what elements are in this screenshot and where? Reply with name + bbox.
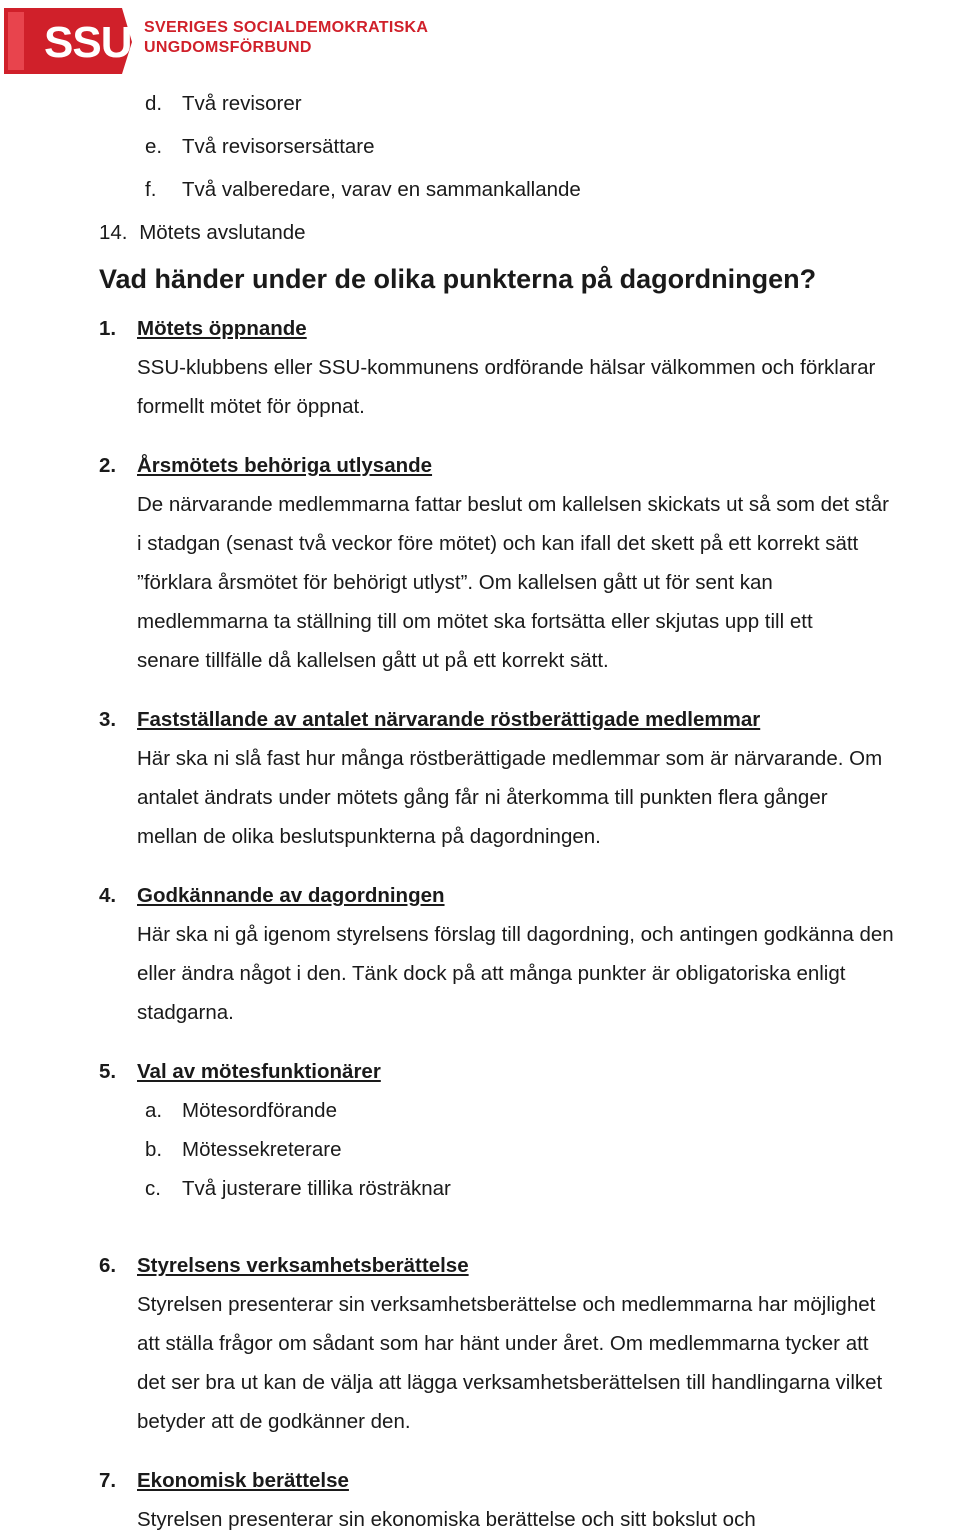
- section-number: 4.: [99, 884, 117, 907]
- section-title: Val av mötesfunktionärer: [137, 1060, 381, 1083]
- section-body: Här ska ni slå fast hur många röstberättigade medlemmar som är närvarande. Om antalet ändrats under mötets gång får ni återkomma till punkten flera gånger mellan de olika beslutspunkterna på dagordningen.: [137, 747, 883, 848]
- section-number: 3.: [99, 708, 117, 731]
- section-body: Styrelsen presenterar sin ekonomiska berättelse och sitt bokslut och: [137, 1508, 756, 1531]
- section-body: Här ska ni gå igenom styrelsens förslag till dagordning, och antingen godkänna den eller ändra något i den. Tänk dock på att många punkter är obligatoriska enligt stadgarna.: [137, 923, 894, 1024]
- org-line-2: UNGDOMSFÖRBUND: [144, 39, 312, 56]
- org-line-1: SVERIGES SOCIALDEMOKRATISKA: [144, 19, 429, 36]
- section-title: Fastställande av antalet närvarande röstberättigade medlemmar: [137, 708, 761, 731]
- section-body: De närvarande medlemmarna fattar beslut om kallelsen skickats ut så som det står i stadgan (senast två veckor före mötet) och kan ifall det skett på ett korrekt sätt ”förklara årsmötet för behörigt utlyst”. Om kallelsen gått ut för sent kan medlemmarna ta ställning till om mötet ska fortsätta eller skjutas upp till ett senare tillfälle då kallelsen gått ut på ett korrekt sätt.: [137, 493, 889, 672]
- section-number: 5.: [99, 1060, 117, 1083]
- section-heading: Vad händer under de olika punkterna på dagordningen?: [99, 264, 817, 294]
- section-title: Styrelsens verksamhetsberättelse: [137, 1254, 469, 1277]
- header: [4, 6, 464, 76]
- section-title: Godkännande av dagordningen: [137, 884, 445, 907]
- section-number: 1.: [99, 317, 117, 340]
- section-number: 2.: [99, 454, 117, 477]
- section-number: 7.: [99, 1469, 117, 1492]
- section-title: Årsmötets behöriga utlysande: [137, 454, 433, 477]
- logo-text: SSU: [44, 18, 132, 67]
- list-item-14: 14. Mötets avslutande: [99, 221, 306, 244]
- section-body: SSU-klubbens eller SSU-kommunens ordförande hälsar välkommen och förklarar formellt mötet för öppnat.: [137, 356, 876, 418]
- section-title: Mötets öppnande: [137, 317, 307, 340]
- organization-name: [144, 18, 428, 58]
- section-number: 6.: [99, 1254, 117, 1277]
- section-body: Styrelsen presenterar sin verksamhetsberättelse och medlemmarna har möjlighet att ställa frågor om sådant som har hänt under året. Om medlemmarna tycker att det ser bra ut kan de välja att lägga verksamhetsberättelsen till handlingarna vilket betyder att de godkänner den.: [137, 1293, 883, 1433]
- section-title: Ekonomisk berättelse: [137, 1469, 349, 1492]
